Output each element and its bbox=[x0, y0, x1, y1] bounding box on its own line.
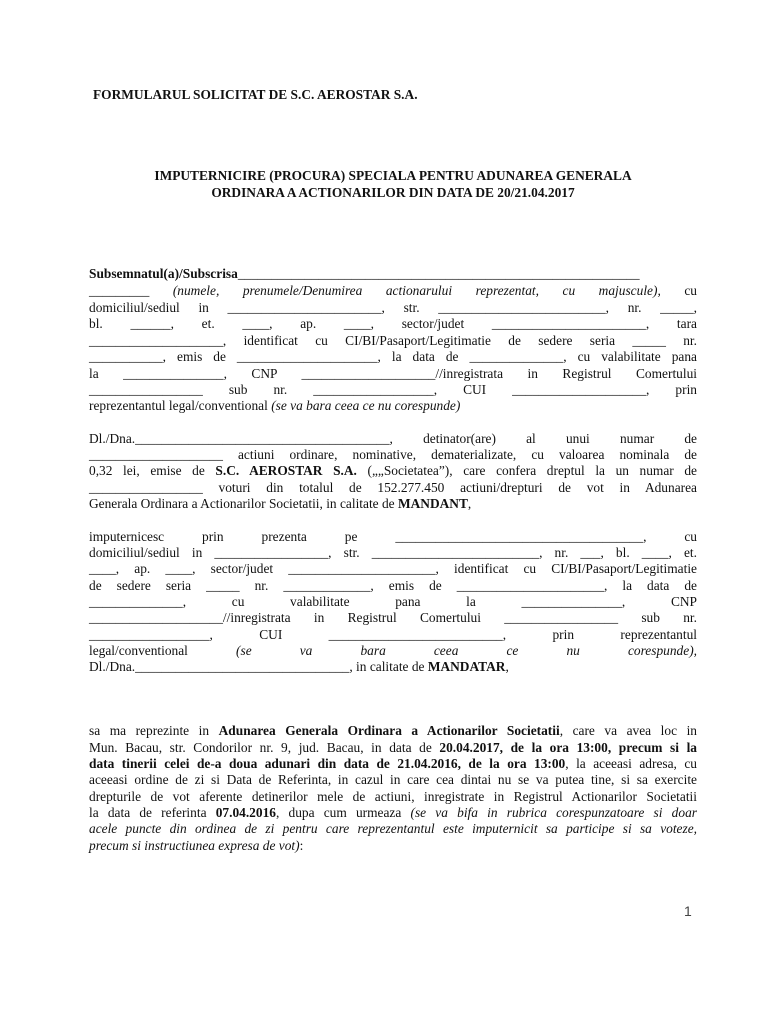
voting-rights-exercise-line: drepturile de vot aferente detinerilor mele de actiuni, inregistrate in Registrul Actionarilor Societatii bbox=[89, 789, 697, 804]
reference-date: 07.04.2016 bbox=[215, 805, 276, 820]
instruction-line: acele puncte din ordinea de zi pentru care reprezentantul este imputernicit sa participe si sa voteze, bbox=[89, 821, 697, 836]
proxy-representative-line: legal/conventional (se va bara ceea ce nu corespunde), bbox=[89, 643, 697, 658]
proxy-name-line: imputernicesc prin prezenta pe _____________________________________, cu bbox=[89, 529, 697, 544]
mandatar-line: Dl./Dna.________________________________, in calitate de MANDATAR, bbox=[89, 659, 509, 674]
company-name: S.C. AEROSTAR S.A. bbox=[215, 463, 357, 478]
second-meeting-date: data tinerii celei de-a doua adunari din data de 21.04.2016, de la ora 13:00 bbox=[89, 756, 566, 771]
meeting-date: 20.04.2017, de la ora 13:00, precum si la bbox=[439, 740, 697, 755]
nominal-value-line: 0,32 lei, emise de S.C. AEROSTAR S.A. („„Societatea”), care confera dreptul la un numar de bbox=[89, 463, 697, 478]
document-title-line-1: IMPUTERNICIRE (PROCURA) SPECIALA PENTRU ADUNAREA GENERALA bbox=[154, 168, 632, 183]
proxy-address-line: domiciliul/sediul in _________________, str. _________________________, nr. ___, bl. ____, et. bbox=[89, 545, 697, 560]
proxy-registry-line: ____________________//inregistrata in Registrul Comertului _________________ sub nr. bbox=[89, 610, 697, 625]
document-title-line-2: ORDINARA A ACTIONARILOR DIN DATA DE 20/21.04.2017 bbox=[211, 185, 575, 200]
reference-date-line: la data de referinta 07.04.2016, dupa cum urmeaza (se va bifa in rubrica corespunzatoare si doar bbox=[89, 805, 697, 820]
meeting-line: sa ma reprezinte in Adunarea Generala Ordinara a Actionarilor Societatii, care va avea loc in bbox=[89, 723, 697, 738]
shares-count-line: ____________________ actiuni ordinare, nominative, dematerializate, cu valoarea nominala de bbox=[89, 447, 697, 462]
second-meeting-line: data tinerii celei de-a doua adunari din data de 21.04.2016, de la ora 13:00, la aceeasi adresa, cu bbox=[89, 756, 698, 771]
proxy-cui-line: __________________, CUI __________________________, prin reprezentantul bbox=[89, 627, 697, 642]
proxy-validity-line: ______________, cu valabilitate pana la _______________, CNP bbox=[89, 594, 697, 609]
shareholder-line: Dl./Dna.______________________________________, detinator(are) al unui numar de bbox=[89, 431, 697, 446]
page-number: 1 bbox=[684, 903, 692, 919]
meeting-location-line: Mun. Bacau, str. Condorilor nr. 9, jud. Bacau, in data de 20.04.2017, de la ora 13:00, precum si la bbox=[89, 740, 697, 755]
principal-registry-line: _________________ sub nr. __________________, CUI ____________________, prin bbox=[89, 382, 697, 397]
meeting-name: Adunarea Generala Ordinara a Actionarilor Societatii bbox=[218, 723, 560, 738]
principal-name-line: Subsemnatul(a)/Subscrisa____________________________________________________________ bbox=[89, 266, 640, 281]
voting-rights-line: _________________ voturi din totalul de 152.277.450 actiuni/drepturi de vot in Adunarea bbox=[89, 480, 697, 495]
principal-representative-line: reprezentantul legal/conventional (se va bara ceea ce nu corespunde) bbox=[89, 398, 461, 413]
principal-cnp-line: la _______________, CNP ____________________//inregistrata in Registrul Comertului bbox=[89, 366, 697, 381]
proxy-address-line-2: ____, ap. ____, sector/judet ______________________, identificat cu CI/BI/Pasaport/Legitimatie bbox=[89, 561, 697, 576]
principal-name-hint-line: _________ (numele, prenumele/Denumirea actionarului reprezentat, cu majuscule), cu bbox=[89, 283, 697, 298]
mandatar-label: MANDATAR bbox=[427, 659, 506, 674]
mandant-line: Generala Ordinara a Actionarilor Societatii, in calitate de MANDANT, bbox=[89, 496, 472, 511]
agenda-line: aceeasi ordine de zi si Data de Referinta, in cazul in care cea dintai nu se va putea tine, si sa exercite bbox=[89, 772, 697, 787]
principal-address-line-2: bl. ______, et. ____, ap. ____, sector/judet _______________________, tara bbox=[89, 316, 697, 331]
principal-id-issued-line: ___________, emis de _____________________, la data de ______________, cu valabilitate pana bbox=[89, 349, 697, 364]
principal-address-line: domiciliul/sediul in _______________________, str. _________________________, nr. _____, bbox=[89, 300, 697, 315]
proxy-id-line: de sedere seria _____ nr. _____________, emis de ______________________, la data de bbox=[89, 578, 697, 593]
mandant-label: MANDANT bbox=[397, 496, 468, 511]
instruction-line-2: precum si instructiunea expresa de vot): bbox=[89, 838, 304, 853]
form-header: FORMULARUL SOLICITAT DE S.C. AEROSTAR S.A. bbox=[93, 87, 418, 102]
principal-id-line: ____________________, identificat cu CI/BI/Pasaport/Legitimatie de sedere seria _____ nr. bbox=[89, 333, 697, 348]
principal-label: Subsemnatul(a)/Subscrisa bbox=[89, 266, 238, 281]
